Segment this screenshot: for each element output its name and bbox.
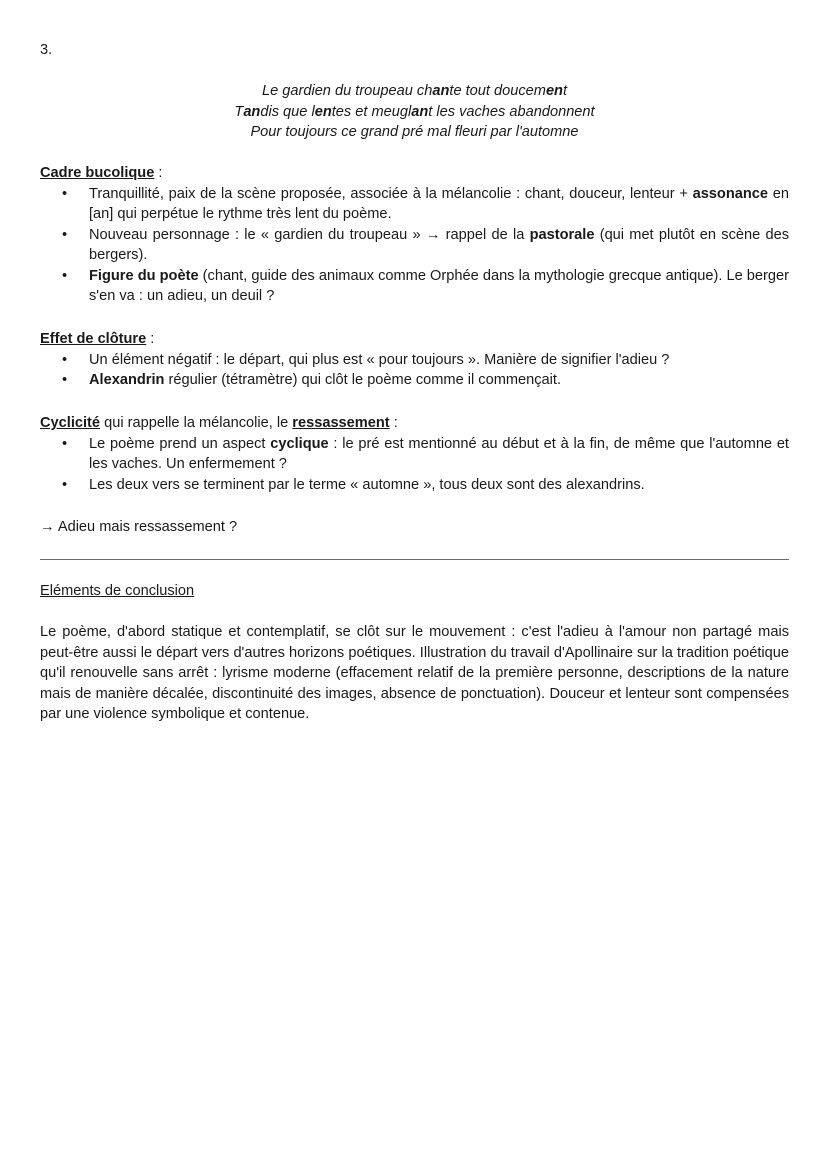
item-text: Un élément négatif : le départ, qui plus est « pour toujours ». Manière de signifier l'adieu ?: [89, 351, 670, 368]
bullet-list: [40, 350, 789, 391]
section-cyclicite: [40, 413, 789, 495]
list-item: [40, 350, 789, 371]
heading-text: :: [146, 331, 155, 347]
bold-term: cyclique: [270, 435, 329, 452]
heading-text: :: [389, 415, 398, 431]
item-text: : le pré est mentionné au début et à la fin, de même que l'automne et les vaches. Un enfermement ?: [89, 435, 789, 472]
poem-text: dis que l: [260, 103, 315, 120]
item-text: Le poème prend un aspect: [89, 435, 271, 452]
bullet-icon: •: [62, 185, 68, 202]
list-item: [40, 184, 789, 225]
item-text: Nouveau personnage : le « gardien du troupeau » → rappel de la: [89, 226, 530, 243]
poem-excerpt: [40, 81, 789, 143]
section-cadre-bucolique: [40, 163, 789, 307]
heading-text: :: [154, 165, 163, 181]
section-heading: [40, 163, 789, 184]
item-text: en [an] qui perpétue le rythme très lent du poème.: [89, 185, 789, 222]
assonance-highlight: an: [243, 103, 261, 120]
assonance-highlight: an: [432, 83, 450, 99]
conclusion-title: Eléments de conclusion: [40, 583, 195, 599]
bullet-icon: •: [62, 351, 68, 368]
item-text: régulier (tétramètre) qui clôt le poème comme il commençait.: [164, 372, 562, 388]
poem-text: T: [234, 103, 244, 120]
section-heading: [40, 413, 789, 434]
bold-term: Alexandrin: [89, 372, 165, 388]
bullet-icon: •: [62, 267, 68, 284]
poem-line: [40, 81, 789, 102]
assonance-highlight: an: [411, 103, 429, 120]
list-item: [40, 475, 789, 496]
section-heading: [40, 329, 789, 350]
poem-text: te tout doucem: [449, 83, 546, 99]
bullet-icon: •: [62, 226, 68, 243]
item-text: (chant, guide des animaux comme Orphée dans la mythologie grecque antique). Le berger s'en va : un adieu, un deuil ?: [89, 267, 789, 304]
bullet-icon: •: [62, 435, 68, 452]
poem-text: t les vaches abandonnent: [428, 103, 595, 120]
bold-term: Figure du poète: [89, 267, 199, 284]
section-effet-de-cloture: [40, 329, 789, 391]
assonance-highlight: en: [545, 83, 563, 99]
assonance-highlight: en: [314, 103, 332, 120]
item-text: Tranquillité, paix de la scène proposée, associée à la mélancolie : chant, douceur, lenteur +: [89, 185, 693, 202]
bullet-list: [40, 434, 789, 496]
item-text: Les deux vers se terminent par le terme « automne », tous deux sont des alexandrins.: [89, 476, 645, 493]
heading-keyword: ressassement: [292, 415, 390, 431]
heading-keyword: Cyclicité: [40, 415, 101, 431]
item-text: (qui met plutôt en scène des bergers).: [89, 226, 789, 263]
list-item: [40, 266, 789, 307]
bullet-icon: •: [62, 372, 68, 388]
poem-text: Le gardien du troupeau ch: [261, 83, 433, 99]
conclusion-text: Le poème, d'abord statique et contemplatif, se clôt sur le mouvement : c'est l'adieu à l'amour non partagé mais peut-être aussi le départ vers d'autres horizons poétiques. Illustration du travail d'Apollinaire sur la tradition poétique qu'il renouvelle sans arrêt : lyrisme moderne (effacement relatif de la première personne, descriptions de la nature mais de manière décalée, discontinuité des images, absence de ponctuation). Douceur et lenteur sont compensées par une violence symbolique et contenue.: [40, 624, 789, 722]
arrow-conclusion: → Adieu mais ressassement ?: [40, 519, 238, 535]
bullet-list: [40, 184, 789, 307]
poem-line: [40, 102, 789, 123]
heading-keyword: Effet de clôture: [40, 331, 147, 347]
bold-term: pastorale: [529, 226, 595, 243]
poem-line: [40, 122, 789, 143]
poem-text: tes et meugl: [331, 103, 412, 120]
heading-keyword: Cadre bucolique: [40, 165, 155, 181]
section-number: 3.: [40, 42, 53, 58]
bullet-icon: •: [62, 476, 68, 493]
heading-text: qui rappelle la mélancolie, le: [100, 415, 293, 431]
bold-term: assonance: [692, 185, 769, 202]
divider: [40, 559, 789, 560]
poem-text: t: [562, 83, 568, 99]
list-item: [40, 225, 789, 266]
list-item: [40, 434, 789, 475]
poem-text: Pour toujours ce grand pré mal fleuri par l'automne: [250, 124, 579, 140]
list-item: [40, 370, 789, 391]
